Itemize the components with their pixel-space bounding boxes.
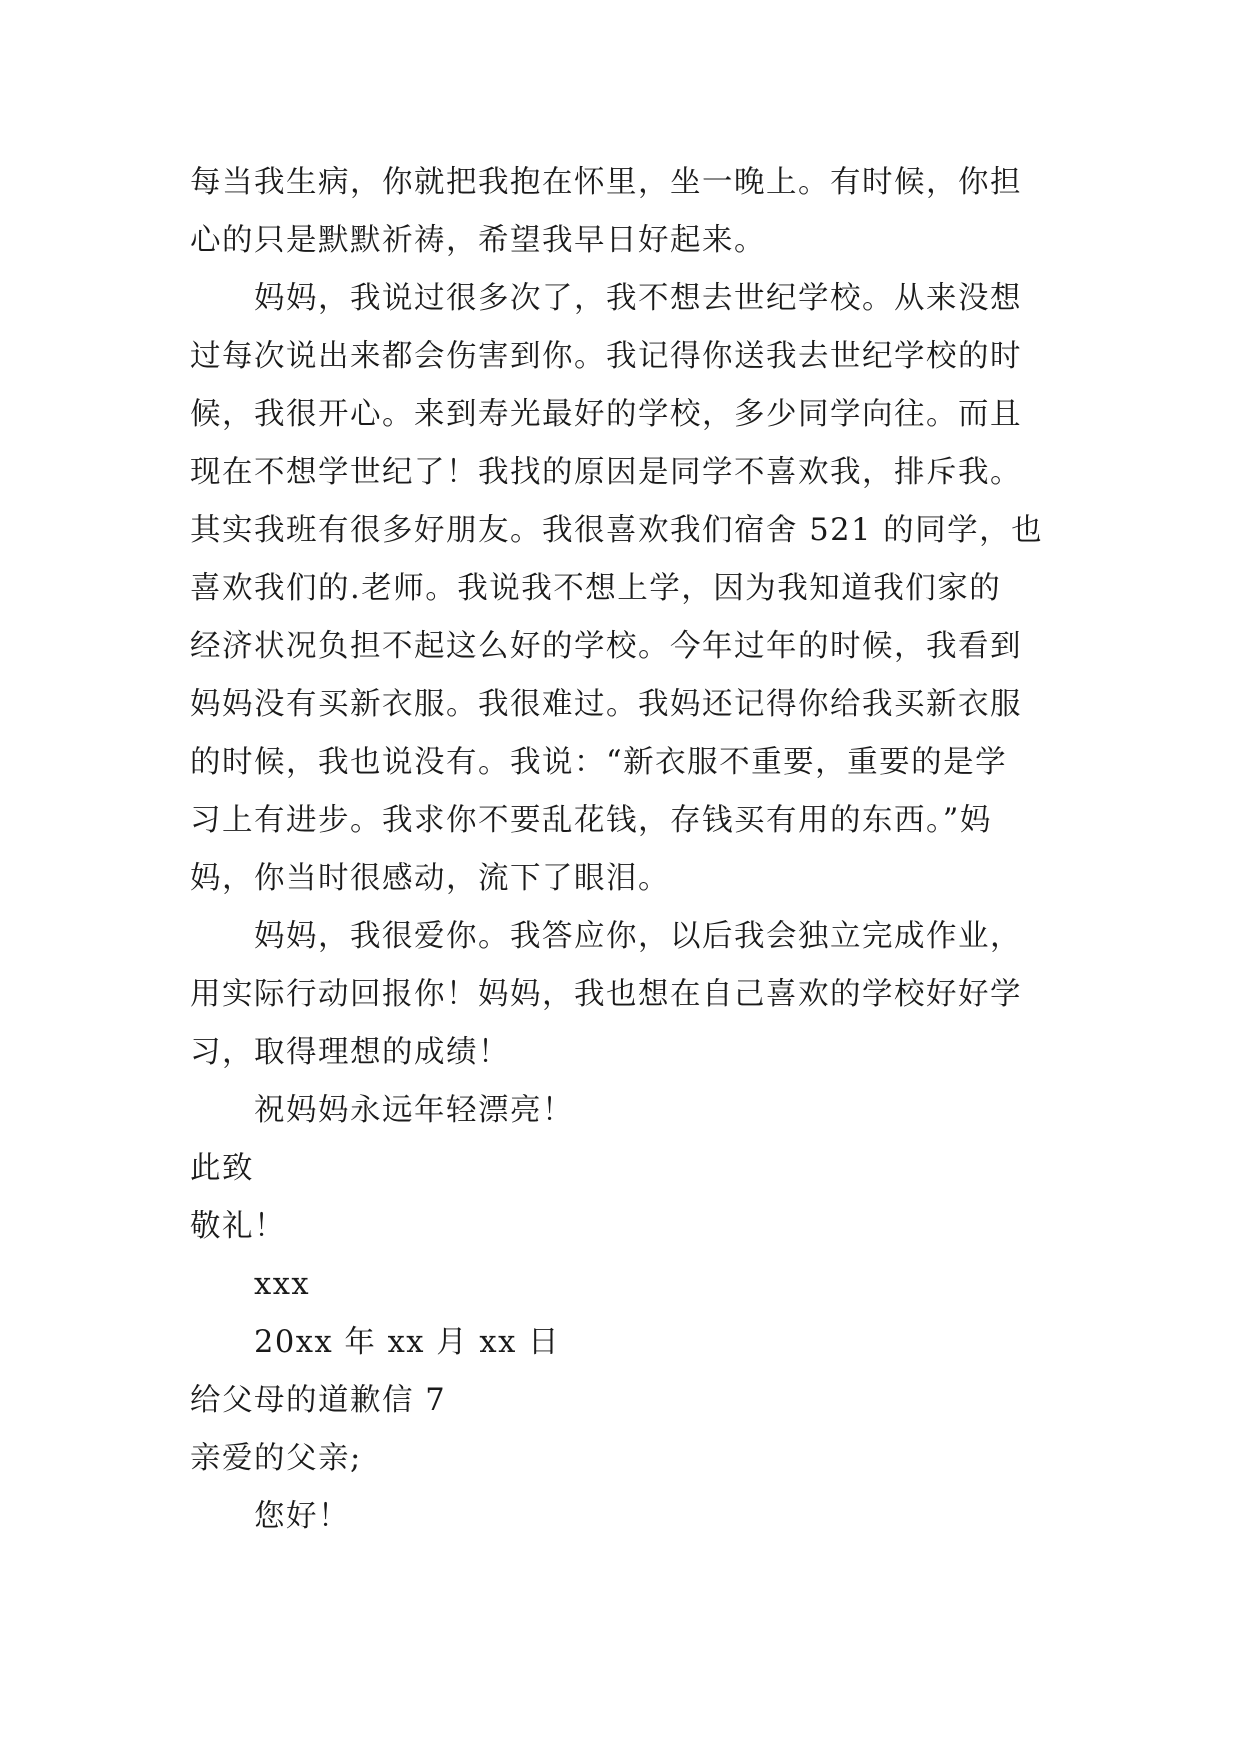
salutation-closing: 此致 [190,1151,254,1186]
body-line: 妈，你当时很感动，流下了眼泪。 [190,861,670,896]
body-line: 候，我很开心。来到寿光最好的学校，多少同学向往。而且 [190,397,1022,432]
paragraph-start-line: 妈妈，我说过很多次了，我不想去世纪学校。从来没想 [254,281,1022,316]
signature: xxx [254,1267,311,1302]
body-line: 妈妈没有买新衣服。我很难过。我妈还记得你给我买新衣服 [190,687,1022,722]
body-line: 习上有进步。我求你不要乱花钱，存钱买有用的东西。”妈 [190,803,992,838]
paragraph-start-line: 妈妈，我很爱你。我答应你，以后我会独立完成作业， [254,919,1022,954]
body-line: 过每次说出来都会伤害到你。我记得你送我去世纪学校的时 [190,339,1022,374]
closing-wish: 祝妈妈永远年轻漂亮！ [254,1093,574,1128]
section-title: 给父母的道歉信 7 [190,1383,447,1418]
greeting: 您好！ [254,1499,350,1534]
body-line: 喜欢我们的.老师。我说我不想上学，因为我知道我们家的 [190,571,1002,606]
greeting-recipient: 亲爱的父亲; [190,1441,362,1476]
body-line: 每当我生病，你就把我抱在怀里，坐一晚上。有时候，你担 [190,165,1022,200]
letter-body [190,154,1070,1546]
date-line: 20xx 年 xx 月 xx 日 [254,1325,560,1360]
body-line: 其实我班有很多好朋友。我很喜欢我们宿舍 521 的同学，也 [190,513,1044,548]
body-line: 的时候，我也说没有。我说：“新衣服不重要，重要的是学 [190,745,1008,780]
salutation-respect: 敬礼！ [190,1209,286,1244]
body-line: 心的只是默默祈祷，希望我早日好起来。 [190,223,766,258]
body-line: 习，取得理想的成绩！ [190,1035,510,1070]
body-line: 用实际行动回报你！妈妈，我也想在自己喜欢的学校好好学 [190,977,1022,1012]
body-line: 经济状况负担不起这么好的学校。今年过年的时候，我看到 [190,629,1022,664]
body-line: 现在不想学世纪了！我找的原因是同学不喜欢我，排斥我。 [190,455,1022,490]
